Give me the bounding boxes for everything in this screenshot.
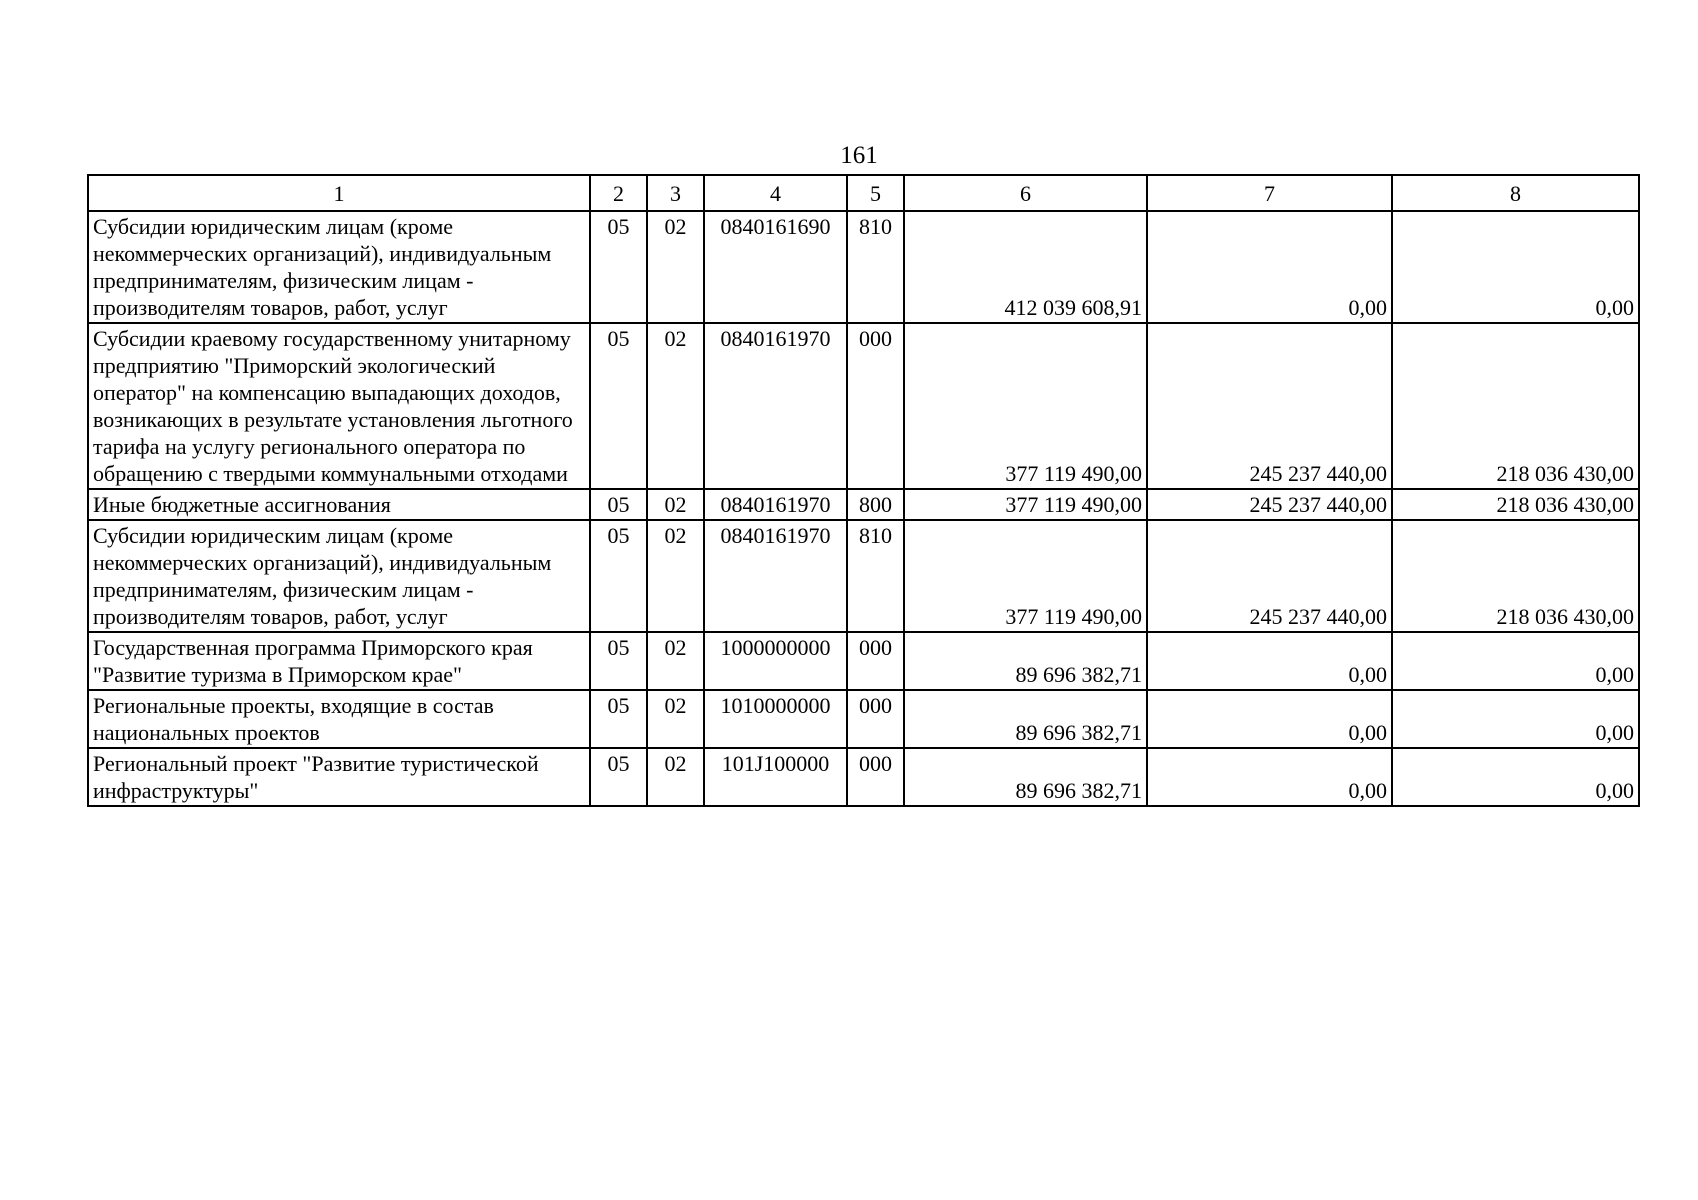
row-target-code: 1000000000 bbox=[704, 632, 847, 690]
header-col-1: 1 bbox=[88, 175, 590, 211]
row-subsection: 02 bbox=[647, 632, 704, 690]
row-amount-col7: 245 237 440,00 bbox=[1147, 489, 1392, 520]
row-amount-col6: 377 119 490,00 bbox=[904, 489, 1147, 520]
table-row bbox=[88, 211, 1639, 323]
header-col-4: 4 bbox=[704, 175, 847, 211]
row-amount-col8: 218 036 430,00 bbox=[1392, 520, 1639, 632]
row-section: 05 bbox=[590, 520, 647, 632]
table-row bbox=[88, 632, 1639, 690]
row-amount-col7: 0,00 bbox=[1147, 632, 1392, 690]
row-section: 05 bbox=[590, 323, 647, 489]
row-amount-col8: 218 036 430,00 bbox=[1392, 489, 1639, 520]
row-target-code: 101J100000 bbox=[704, 748, 847, 806]
row-target-code: 0840161970 bbox=[704, 323, 847, 489]
row-subsection: 02 bbox=[647, 211, 704, 323]
row-amount-col6: 412 039 608,91 bbox=[904, 211, 1147, 323]
header-row bbox=[88, 175, 1639, 211]
row-name: Субсидии юридическим лицам (кроме некоммерческих организаций), индивидуальным предпринимателям, физическим лицам - производителям товаров, работ, услуг bbox=[88, 520, 590, 632]
header-col-5: 5 bbox=[847, 175, 904, 211]
row-name: Государственная программа Приморского края "Развитие туризма в Приморском крае" bbox=[88, 632, 590, 690]
row-amount-col6: 89 696 382,71 bbox=[904, 690, 1147, 748]
row-expense-type: 000 bbox=[847, 748, 904, 806]
header-col-7: 7 bbox=[1147, 175, 1392, 211]
row-subsection: 02 bbox=[647, 690, 704, 748]
budget-table bbox=[87, 174, 1640, 807]
row-name: Субсидии краевому государственному унитарному предприятию "Приморский экологический оператор" на компенсацию выпадающих доходов, возникающих в результате установления льготного тарифа на услугу регионального оператора по обращению с твердыми коммунальными отходами bbox=[88, 323, 590, 489]
table-row bbox=[88, 489, 1639, 520]
row-amount-col7: 245 237 440,00 bbox=[1147, 520, 1392, 632]
row-amount-col7: 245 237 440,00 bbox=[1147, 323, 1392, 489]
row-amount-col6: 377 119 490,00 bbox=[904, 323, 1147, 489]
row-name: Иные бюджетные ассигнования bbox=[88, 489, 590, 520]
row-name: Региональный проект "Развитие туристической инфраструктуры" bbox=[88, 748, 590, 806]
row-subsection: 02 bbox=[647, 520, 704, 632]
table-row bbox=[88, 520, 1639, 632]
row-amount-col7: 0,00 bbox=[1147, 690, 1392, 748]
row-target-code: 0840161690 bbox=[704, 211, 847, 323]
page-number: 161 bbox=[840, 142, 878, 169]
row-section: 05 bbox=[590, 632, 647, 690]
row-subsection: 02 bbox=[647, 489, 704, 520]
table-row bbox=[88, 690, 1639, 748]
header-col-2: 2 bbox=[590, 175, 647, 211]
row-amount-col8: 0,00 bbox=[1392, 211, 1639, 323]
row-section: 05 bbox=[590, 489, 647, 520]
row-amount-col7: 0,00 bbox=[1147, 211, 1392, 323]
row-expense-type: 000 bbox=[847, 632, 904, 690]
row-amount-col6: 377 119 490,00 bbox=[904, 520, 1147, 632]
row-amount-col6: 89 696 382,71 bbox=[904, 748, 1147, 806]
row-name: Региональные проекты, входящие в состав национальных проектов bbox=[88, 690, 590, 748]
row-amount-col7: 0,00 bbox=[1147, 748, 1392, 806]
header-col-8: 8 bbox=[1392, 175, 1639, 211]
row-amount-col8: 0,00 bbox=[1392, 690, 1639, 748]
row-amount-col8: 0,00 bbox=[1392, 632, 1639, 690]
header-col-3: 3 bbox=[647, 175, 704, 211]
row-target-code: 1010000000 bbox=[704, 690, 847, 748]
row-section: 05 bbox=[590, 690, 647, 748]
table-row bbox=[88, 748, 1639, 806]
row-section: 05 bbox=[590, 211, 647, 323]
row-expense-type: 000 bbox=[847, 690, 904, 748]
row-expense-type: 000 bbox=[847, 323, 904, 489]
row-subsection: 02 bbox=[647, 323, 704, 489]
row-amount-col6: 89 696 382,71 bbox=[904, 632, 1147, 690]
row-amount-col8: 218 036 430,00 bbox=[1392, 323, 1639, 489]
row-section: 05 bbox=[590, 748, 647, 806]
row-target-code: 0840161970 bbox=[704, 520, 847, 632]
row-expense-type: 810 bbox=[847, 211, 904, 323]
row-expense-type: 810 bbox=[847, 520, 904, 632]
row-target-code: 0840161970 bbox=[704, 489, 847, 520]
row-subsection: 02 bbox=[647, 748, 704, 806]
row-expense-type: 800 bbox=[847, 489, 904, 520]
row-amount-col8: 0,00 bbox=[1392, 748, 1639, 806]
header-col-6: 6 bbox=[904, 175, 1147, 211]
row-name: Субсидии юридическим лицам (кроме некоммерческих организаций), индивидуальным предпринимателям, физическим лицам - производителям товаров, работ, услуг bbox=[88, 211, 590, 323]
table-row bbox=[88, 323, 1639, 489]
